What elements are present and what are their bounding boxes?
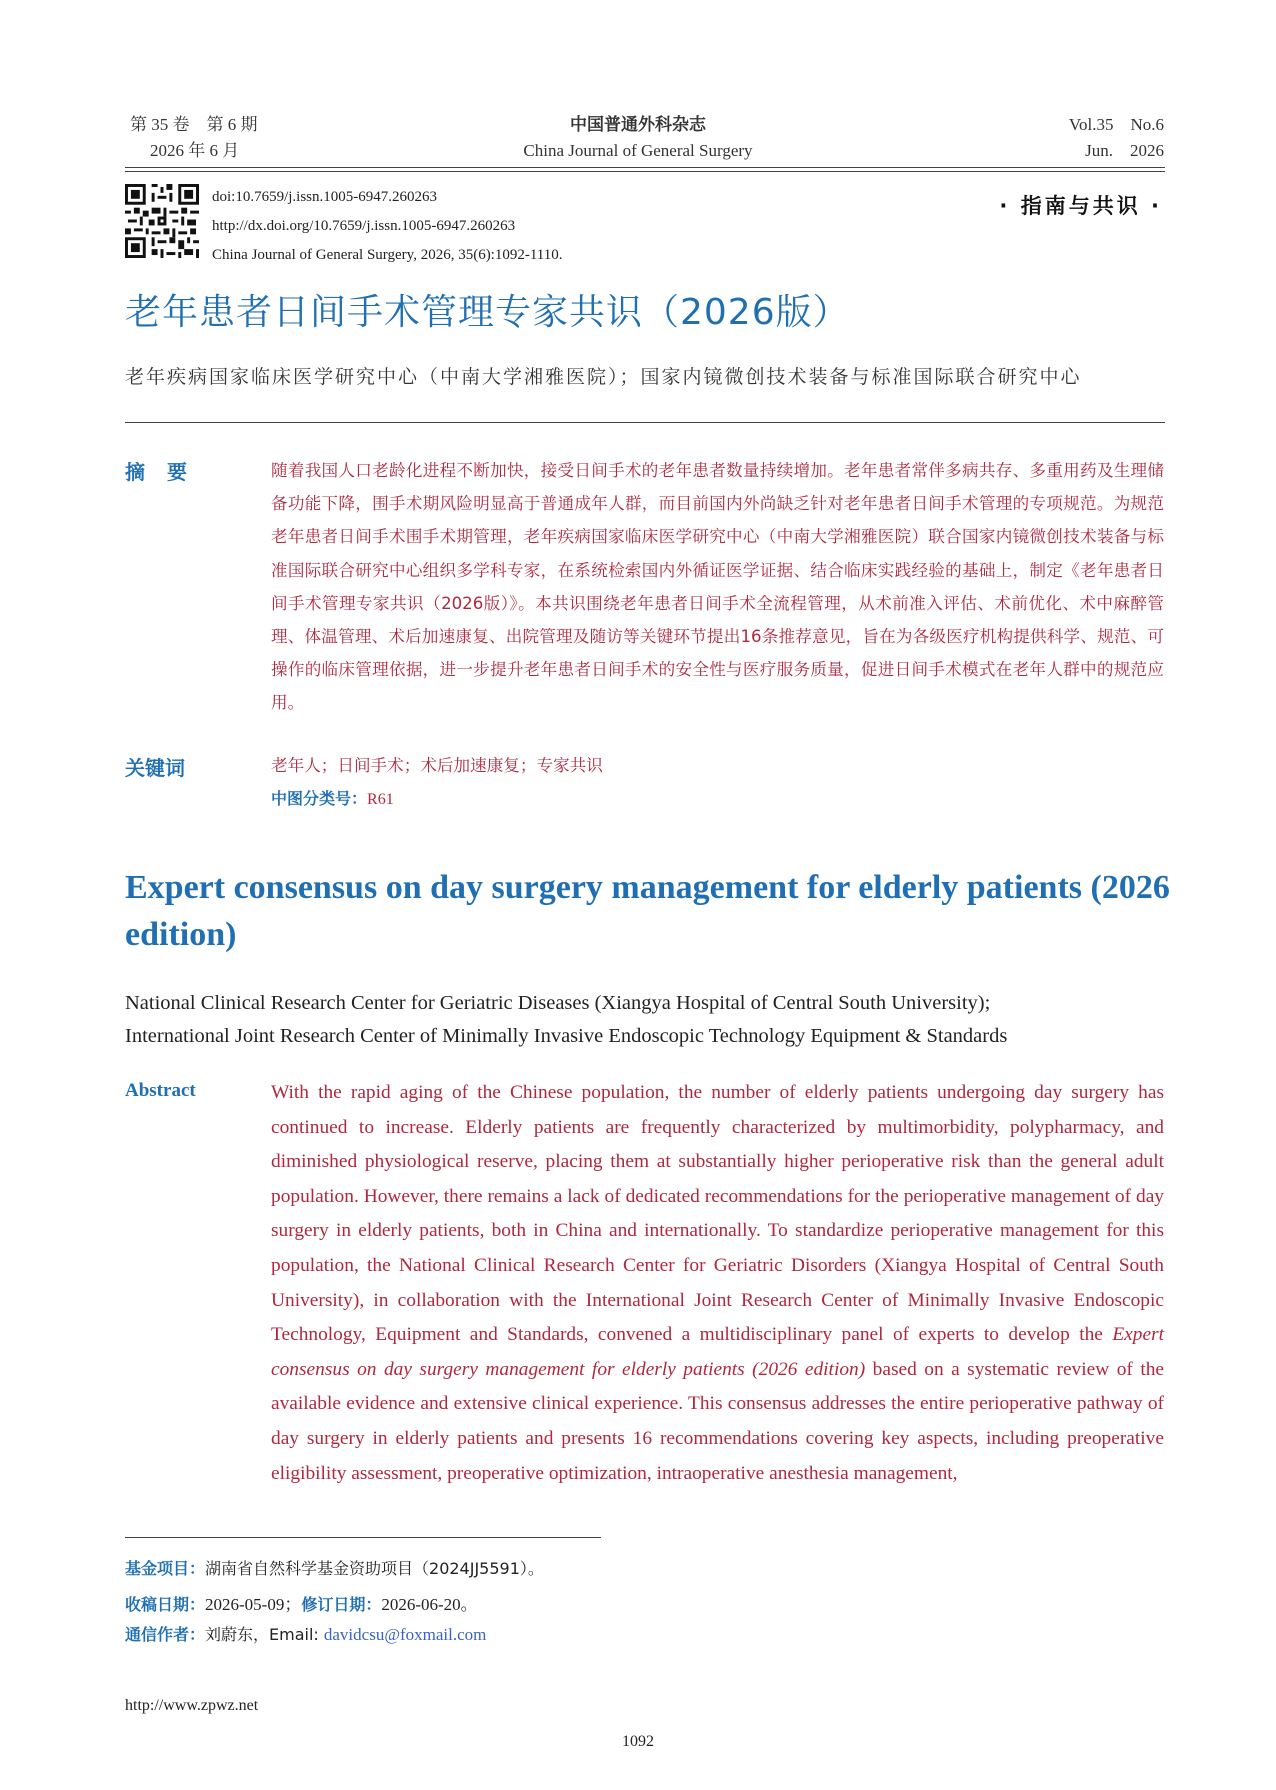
abstract-cn-text: 随着我国人口老龄化进程不断加快，接受日间手术的老年患者数量持续增加。老年患者常伴多病共存、多重用药及生理储备功能下降，围手术期风险明显高于普通成年人群，而目前国内外尚缺乏针对老年患者日间手术管理的专项规范。为规范老年患者日间手术围手术期管理，老年疾病国家临床医学研究中心（中南大学湘雅医院）联合国家内镜微创技术装备与标准国际联合研究中心组织多学科专家，在系统检索国内外循证医学证据、结合临床实践经验的基础上，制定《老年患者日间手术管理专家共识（2026版）》。本共识围绕老年患者日间手术全流程管理，从术前准入评估、术前优化、术中麻醉管理、体温管理、术后加速康复、出院管理及随访等关键环节提出16条推荐意见，旨在为各级医疗机构提供科学、规范、可操作的临床管理依据，进一步提升老年患者日间手术的安全性与医疗服务质量，促进日间手术模式在老年人群中的规范应用。 [271,461,1164,713]
header-rule-2 [125,171,1165,172]
abstract-en-italic-title: Expert consensus on day surgery management for elderly patients (2026 edition) [271,1324,1164,1380]
header-rule [125,167,1165,168]
title-rule [125,422,1165,423]
title-cn: 老年患者日间手术管理专家共识（2026版） [125,292,850,333]
clc-value: R61 [367,791,394,808]
keywords-cn-label: 关键词 [125,756,185,780]
received-label: 收稿日期： [125,1595,206,1614]
journal-name-en: China Journal of General Surgery [523,141,753,160]
corr-label: 通信作者： [125,1625,206,1644]
header-volume-issue: 第 35 卷 第 6 期 [130,115,258,134]
corr-email-link[interactable]: davidcsu@foxmail.com [323,1625,487,1644]
column-label: · 指南与共识 · [999,194,1162,218]
footnote-fund [125,1556,544,1579]
footnote-correspondence [125,1622,486,1645]
journal-website-link[interactable]: http://www.zpwz.net [125,1697,259,1714]
title-en: Expert consensus on day surgery management for elderly patients (2026 edition) [125,869,1170,953]
doi-line[interactable]: doi:10.7659/j.issn.1005-6947.260263 [212,189,438,205]
fund-text: 湖南省自然科学基金资助项目（2024JJ5591）。 [205,1559,544,1578]
footnote-rule [125,1537,601,1538]
revised-value: 2026-06-20。 [381,1595,478,1614]
header-date-en: Jun. 2026 [1085,141,1164,160]
revised-label: 修订日期： [301,1595,382,1614]
authors-cn: 老年疾病国家临床医学研究中心（中南大学湘雅医院）；国家内镜微创技术装备与标准国际联合研究中心 [125,366,1082,388]
authors-en-line2: International Joint Research Center of Minimally Invasive Endoscopic Technology Equipment & Standards [125,1025,1008,1047]
authors-en [125,987,1007,1053]
abstract-en-text [271,1076,1164,1491]
corr-name: 刘蔚东，Email: [205,1625,324,1644]
received-value: 2026-05-09； [205,1595,302,1614]
authors-en-line1: National Clinical Research Center for Geriatric Diseases (Xiangya Hospital of Central South University); [125,992,991,1014]
clc-label: 中图分类号： [271,789,368,808]
abstract-en-part2: based on a systematic review of the available evidence and extensive clinical experience. This consensus addresses the entire perioperative pathway of day surgery in elderly patients and presents 16 recommendations covering key aspects, including preoperative eligibility assessment, preoperative optimization, intraoperative anesthesia management, [271,1358,1165,1484]
header-vol-en [1069,112,1164,164]
abstract-en-label: Abstract [125,1080,196,1101]
journal-name-cn: 中国普通外科杂志 [570,115,706,135]
abstract-en-part1: With the rapid aging of the Chinese population, the number of elderly patients undergoing day surgery has continued to increase. Elderly patients are frequently characterized by multimorbidity, polypharmacy, and diminished physiological reserve, placing them at substantially higher perioperative risk than the general adult population. However, there remains a lack of dedicated recommendations for the perioperative management of day surgery in elderly patients, both in China and internationally. To standardize perioperative management for this population, the National Clinical Research Center for Geriatric Disorders (Xiangya Hospital of Central South University), in collaboration with the International Joint Research Center of Minimally Invasive Endoscopic Technology, Equipment and Standards, convened a multidisciplinary panel of experts to develop the [271,1082,1164,1346]
citation-line: China Journal of General Surgery, 2026, 35(6):1092-1110. [212,247,563,263]
clc-number [271,786,394,809]
footnote-dates [125,1590,478,1615]
keywords-cn-text: 老年人；日间手术；术后加速康复；专家共识 [271,756,603,775]
abstract-cn-label: 摘要 [125,460,209,484]
page-number: 1092 [622,1733,654,1750]
doi-url-line[interactable]: http://dx.doi.org/10.7659/j.issn.1005-6947.260263 [212,218,516,234]
header-date-cn: 2026 年 6 月 [150,141,240,160]
header-vol-no: Vol.35 No.6 [1068,115,1164,134]
doi-block [212,183,563,270]
qr-code-icon [125,184,199,258]
fund-label: 基金项目： [125,1559,206,1578]
